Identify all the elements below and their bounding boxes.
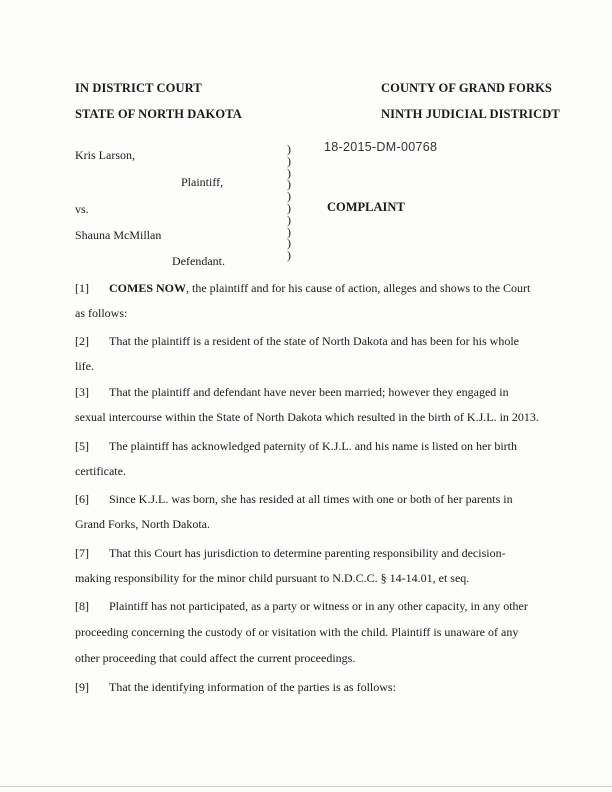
court-name: IN DISTRICT COURT bbox=[75, 81, 202, 95]
paragraph-text: That the identifying information of the parties is as follows: bbox=[109, 680, 396, 694]
paragraph-number: [2] bbox=[75, 334, 89, 348]
caption-paren: ) bbox=[287, 236, 291, 251]
paragraph-number: [7] bbox=[75, 546, 89, 560]
paragraph-text: other proceeding that could affect the current proceedings. bbox=[75, 651, 356, 665]
versus-text: vs. bbox=[75, 202, 89, 216]
paragraph-text: sexual intercourse within the State of North Dakota which resulted in the birth of K.J.L. in 2013. bbox=[75, 410, 539, 424]
caption-paren: ) bbox=[287, 248, 291, 263]
paragraph-text: Since K.J.L. was born, she has resided at all times with one or both of her parents in bbox=[109, 492, 513, 506]
caption-paren: ) bbox=[287, 224, 291, 239]
paragraph-text: That this Court has jurisdiction to determine parenting responsibility and decision- bbox=[109, 546, 506, 560]
caption-paren: ) bbox=[287, 142, 291, 156]
paragraph-text: making responsibility for the minor child pursuant to N.D.C.C. § 14-14.01, et seq. bbox=[75, 571, 470, 585]
caption-paren: ) bbox=[287, 189, 291, 204]
document-title: COMPLAINT bbox=[327, 200, 405, 214]
paragraph-lead: COMES NOW bbox=[109, 281, 187, 295]
caption-paren: ) bbox=[287, 153, 291, 168]
caption-paren: ) bbox=[287, 177, 291, 192]
case-number: 18-2015-DM-00768 bbox=[324, 140, 438, 154]
defendant-name: Shauna McMillan bbox=[75, 228, 162, 242]
paragraph-number: [8] bbox=[75, 599, 89, 613]
plaintiff-label: Plaintiff, bbox=[181, 175, 224, 189]
page-edge-line bbox=[0, 786, 612, 787]
caption-paren: ) bbox=[287, 165, 291, 180]
paragraph-number: [1] bbox=[75, 281, 89, 295]
paragraph-text: life. bbox=[75, 359, 94, 373]
paragraph-number: [3] bbox=[75, 385, 89, 399]
paragraph-text: The plaintiff has acknowledged paternity of K.J.L. and his name is listed on her birth bbox=[109, 439, 518, 453]
paragraph-text: certificate. bbox=[75, 464, 126, 478]
caption-paren: ) bbox=[287, 200, 291, 215]
paragraph-number: [6] bbox=[75, 492, 89, 506]
caption-paren-column bbox=[287, 144, 291, 262]
paragraph-text: That the plaintiff is a resident of the state of North Dakota and has been for his whole bbox=[109, 334, 519, 348]
paragraph-text: proceeding concerning the custody of or visitation with the child. Plaintiff is unaware of any bbox=[75, 625, 519, 639]
paragraph-number: [9] bbox=[75, 680, 89, 694]
county-name: COUNTY OF GRAND FORKS bbox=[381, 81, 552, 95]
state-name: STATE OF NORTH DAKOTA bbox=[75, 107, 242, 121]
judicial-district: NINTH JUDICIAL DISTRICDT bbox=[381, 107, 560, 121]
paragraph-number: [5] bbox=[75, 439, 89, 453]
plaintiff-name: Kris Larson, bbox=[75, 148, 135, 162]
defendant-label: Defendant. bbox=[172, 254, 225, 268]
paragraph-text: Grand Forks, North Dakota. bbox=[75, 517, 210, 531]
paragraph-text: That the plaintiff and defendant have never been married; however they engaged in bbox=[109, 385, 509, 399]
paragraph-text: as follows: bbox=[75, 306, 128, 320]
paragraph-text: , the plaintiff and for his cause of action, alleges and shows to the Court bbox=[186, 281, 531, 295]
caption-paren: ) bbox=[287, 212, 291, 227]
paragraph-text: Plaintiff has not participated, as a party or witness or in any other capacity, in any other bbox=[109, 599, 528, 613]
